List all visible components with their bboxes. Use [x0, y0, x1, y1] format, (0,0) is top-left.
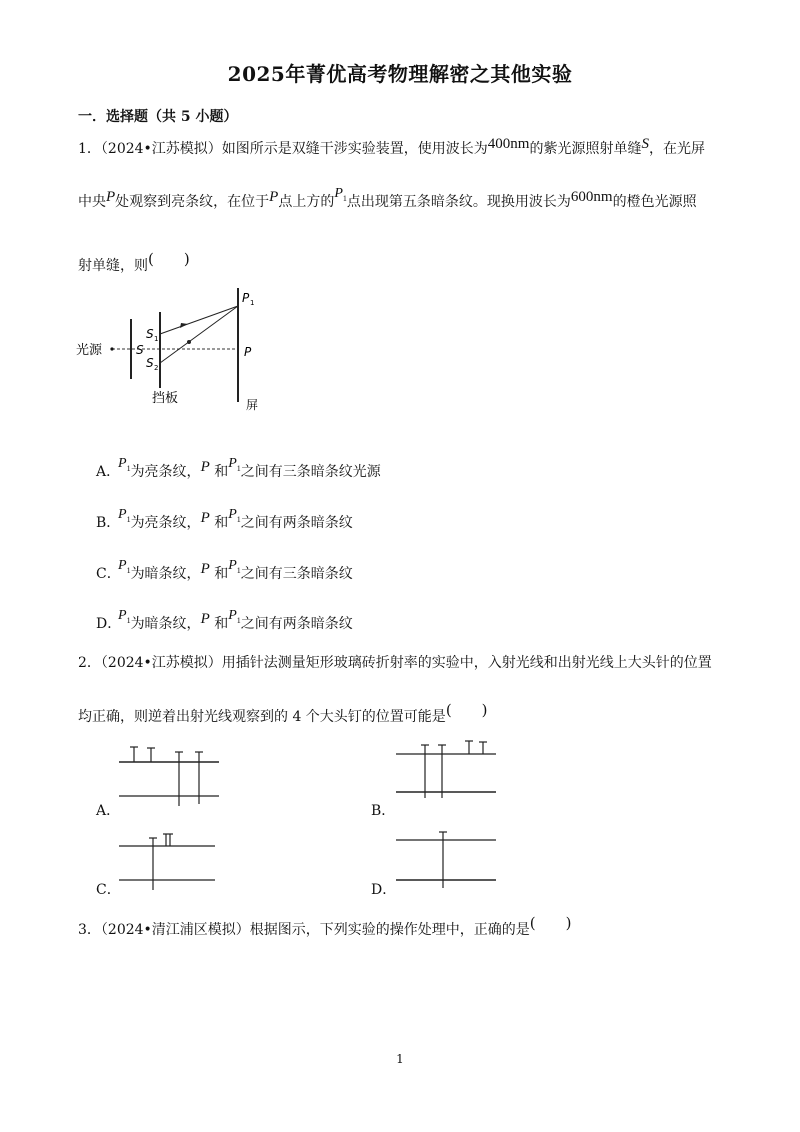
option-d[interactable]: D．$P_1$为暗条纹，P 和$P_1$之间有两条暗条纹	[96, 608, 353, 632]
wavelength-400: 400nm	[487, 136, 530, 152]
option-a[interactable]: A．$P_1$为亮条纹，P 和$P_1$之间有三条暗条纹光源	[96, 456, 381, 480]
q2-figure-c	[115, 828, 225, 894]
q1-line3: 射单缝，则( )	[78, 250, 190, 274]
section-heading: 一．选择题（共 5 小题）	[78, 109, 238, 125]
svg-text:S: S	[136, 343, 144, 357]
svg-text:S: S	[146, 327, 154, 341]
svg-text:1: 1	[154, 335, 159, 343]
svg-text:S: S	[146, 356, 154, 370]
wavelength-600: 600nm	[570, 189, 613, 205]
page-number: 1	[396, 1052, 404, 1066]
q2-line2: 均正确，则逆着出射光线观察到的 4 个大头钉的位置可能是( )	[78, 701, 488, 725]
q1-line2: 中央P处观察到亮条纹，在位于P点上方的$P_1$点出现第五条暗条纹。现换用波长为600nm的橙色光源照	[78, 186, 697, 210]
q1-line1: 1．（2024•江苏模拟）如图所示是双缝干涉实验装置，使用波长为400nm的紫光源照射单缝S，在光屏	[78, 136, 705, 157]
baffle-label: 挡板	[152, 391, 179, 406]
source-label: 光源	[76, 343, 103, 358]
page-title: 2025年菁优高考物理解密之其他实验	[227, 62, 573, 86]
q2-option-b-label[interactable]: B．	[371, 803, 396, 819]
q2-line1: 2．（2024•江苏模拟）用插针法测量矩形玻璃砖折射率的实验中，入射光线和出射光线上大头针的位置	[78, 655, 712, 671]
double-slit-diagram	[76, 284, 276, 414]
q2-figure-a	[115, 742, 225, 808]
svg-text:2: 2	[154, 364, 159, 372]
q2-option-a-label[interactable]: A．	[96, 803, 121, 819]
q3-line1: 3．（2024•清江浦区模拟）根据图示，下列实验的操作处理中，正确的是( )	[78, 914, 572, 938]
svg-text:P: P	[242, 291, 250, 305]
option-c[interactable]: C．$P_1$为暗条纹，P 和$P_1$之间有三条暗条纹	[96, 558, 353, 582]
option-b[interactable]: B．$P_1$为亮条纹，P 和$P_1$之间有两条暗条纹	[96, 507, 353, 531]
q2-option-d-label[interactable]: D．	[371, 882, 397, 898]
screen-label: 屏	[246, 398, 259, 412]
q2-figure-b	[392, 736, 502, 802]
svg-text:1: 1	[250, 299, 255, 307]
q2-option-c-label[interactable]: C．	[96, 882, 121, 898]
svg-text:P: P	[244, 345, 252, 359]
q2-figure-d	[392, 826, 502, 892]
